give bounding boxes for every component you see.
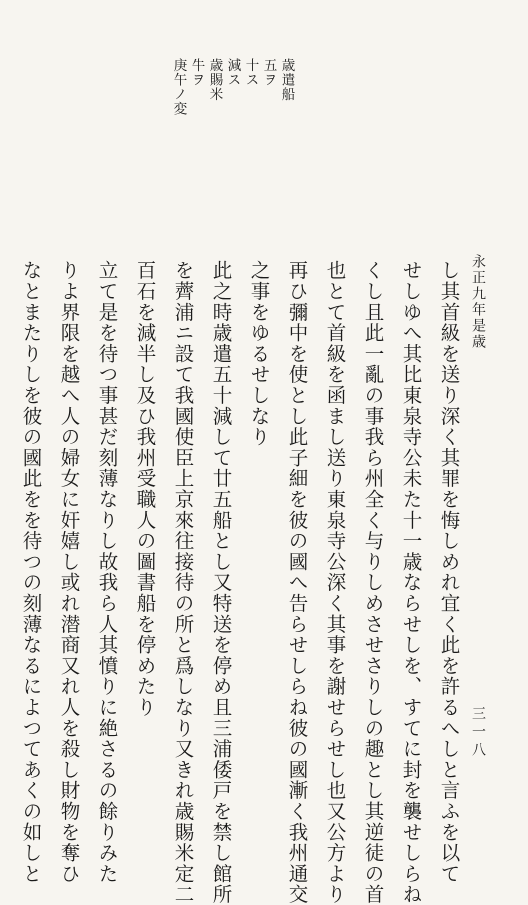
headnote-line: 減ス — [224, 58, 241, 87]
headnote-line: 庚午ノ変 — [170, 58, 187, 116]
text-column: なとまたりしを彼の國此をを待つの刻薄なるによつてあくの如しと — [19, 260, 43, 884]
text-column: くし且此一亂の事我ら州全く与りしめさせさりしの趣とし其逆徒の首 — [361, 260, 385, 905]
text-column: せしゆへ其比東泉寺公未た十一歳ならせしを、すてに封を襲せしらね — [399, 260, 423, 905]
headnote-line: 五ヲ — [260, 58, 277, 87]
text-column: を薺浦ニ設て我國使臣上京來往接待の所と爲しなり又きれ歳賜米定二 — [171, 260, 195, 905]
text-column: 立て是を待つ事甚だ刻薄なりし故我ら人其憤りに絶さるの餘りみた — [95, 260, 119, 884]
running-head: 永正九年是歳 — [470, 254, 486, 350]
headnote-line: 歳遣船 — [278, 58, 295, 102]
text-column: 再ひ彌中を使とし此子細を彼の國へ告らせしらね彼の國漸く我州通交 — [285, 260, 309, 905]
page-number: 三一八 — [470, 706, 486, 760]
headnote-line: 十ス — [242, 58, 259, 87]
text-column: 也とて首級を函まし送り東泉寺公深く其事を謝せらせし也又公方より — [323, 260, 347, 905]
headnote-line: 歳賜米 — [206, 58, 223, 102]
headnote-line: 牛ヲ — [188, 58, 205, 87]
text-column: し其首級を送り深く其罪を悔しめれ宜く此を許るへしと言ふを以て — [437, 260, 461, 884]
text-column: 之事をゆるせしなり — [247, 260, 271, 448]
text-column: 百石を減半し及ひ我州受職人の圖書船を停めたり — [133, 260, 157, 718]
text-column: 此之時歳遣五十減して廿五船とし又特送を停め且三浦倭戸を禁し館所 — [209, 260, 233, 905]
text-column: りよ界限を越へ人の婦女に奸嬉し或れ潜商又れ人を殺し財物を奪ひ — [57, 260, 81, 884]
